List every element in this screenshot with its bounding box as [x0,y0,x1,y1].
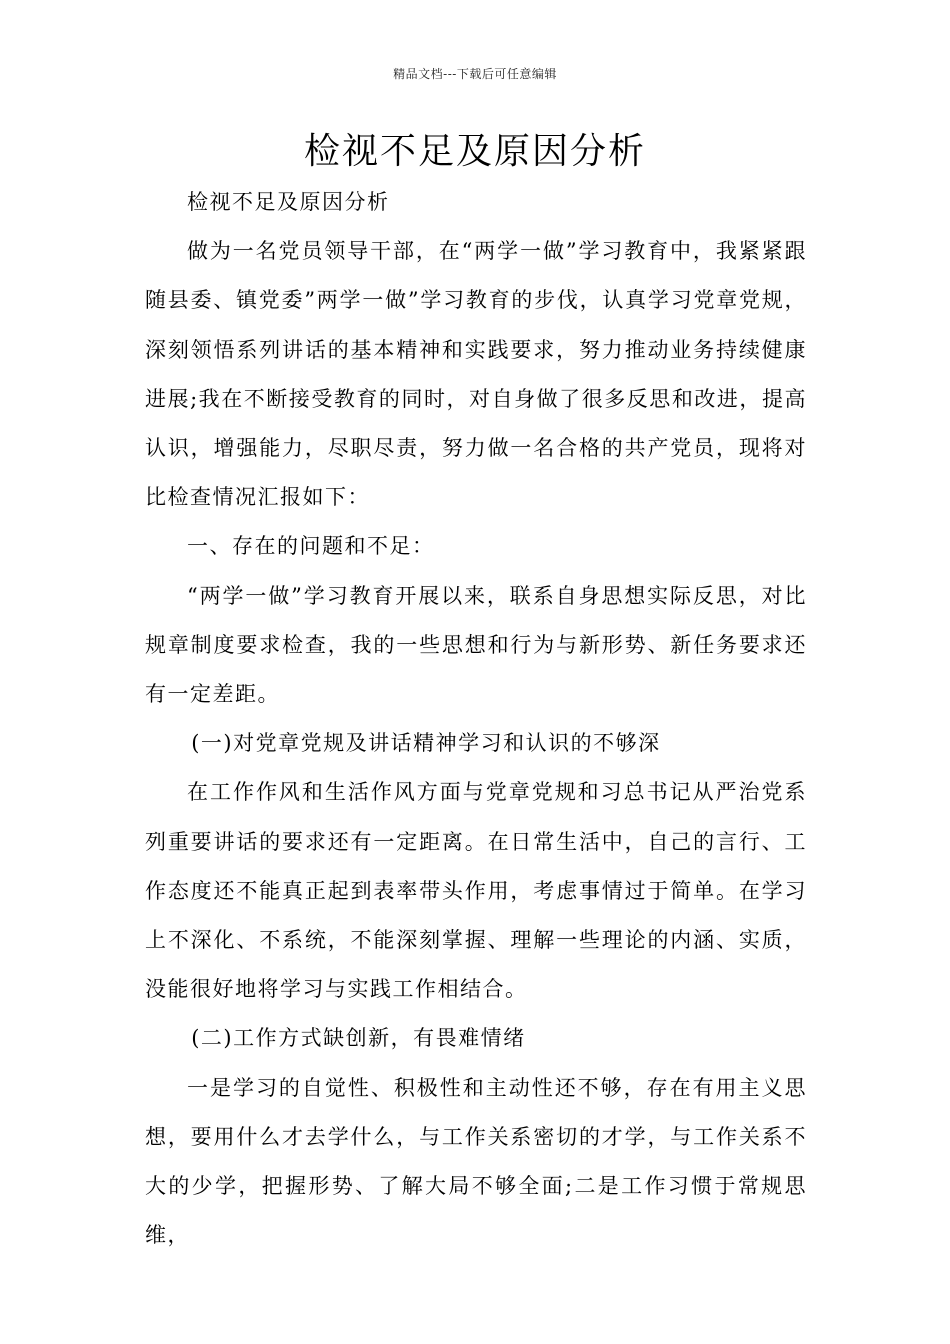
body-paragraph: 在工作作风和生活作风方面与党章党规和习总书记从严治党系列重要讲话的要求还有一定距离。在日常生活中，自己的言行、工作态度还不能真正起到表率带头作用，考虑事情过于简单。在学习上不深化、不系统，不能深刻掌握、理解一些理论的内涵、实质，没能很好地将学习与实践工作相结合。 [145,780,807,1002]
intro-paragraph: 做为一名党员领导干部，在“两学一做”学习教育中，我紧紧跟随县委、镇党委”两学一做”学习教育的步伐，认真学习党章党规，深刻领悟系列讲话的基本精神和实践要求，努力推动业务持续健康进展;我在不断接受教育的同时，对自身做了很多反思和改进，提高认识，增强能力，尽职尽责，努力做一名合格的共产党员，现将对比检查情况汇报如下： [145,239,807,510]
subtitle-paragraph: 检视不足及原因分析 [187,190,390,214]
header-note: 精品文档---下载后可任意编辑 [393,67,557,81]
body-paragraph: 一是学习的自觉性、积极性和主动性还不够，存在有用主义思想，要用什么才去学什么，与工作关系密切的才学，与工作关系不大的少学，把握形势、了解大局不够全面;二是工作习惯于常规思维， [145,1075,807,1248]
document-title: 检视不足及原因分析 [303,131,646,172]
section-heading: 一、存在的问题和不足： [187,534,435,559]
body-paragraph: “两学一做”学习教育开展以来，联系自身思想实际反思，对比规章制度要求检查，我的一些思想和行为与新形势、新任务要求还有一定差距。 [145,583,807,707]
subsection-heading-2: (二)工作方式缺创新，有畏难情绪 [191,1026,526,1051]
document-body [145,178,807,1260]
subsection-heading-1: (一)对党章党规及讲话精神学习和认识的不够深 [191,731,661,756]
